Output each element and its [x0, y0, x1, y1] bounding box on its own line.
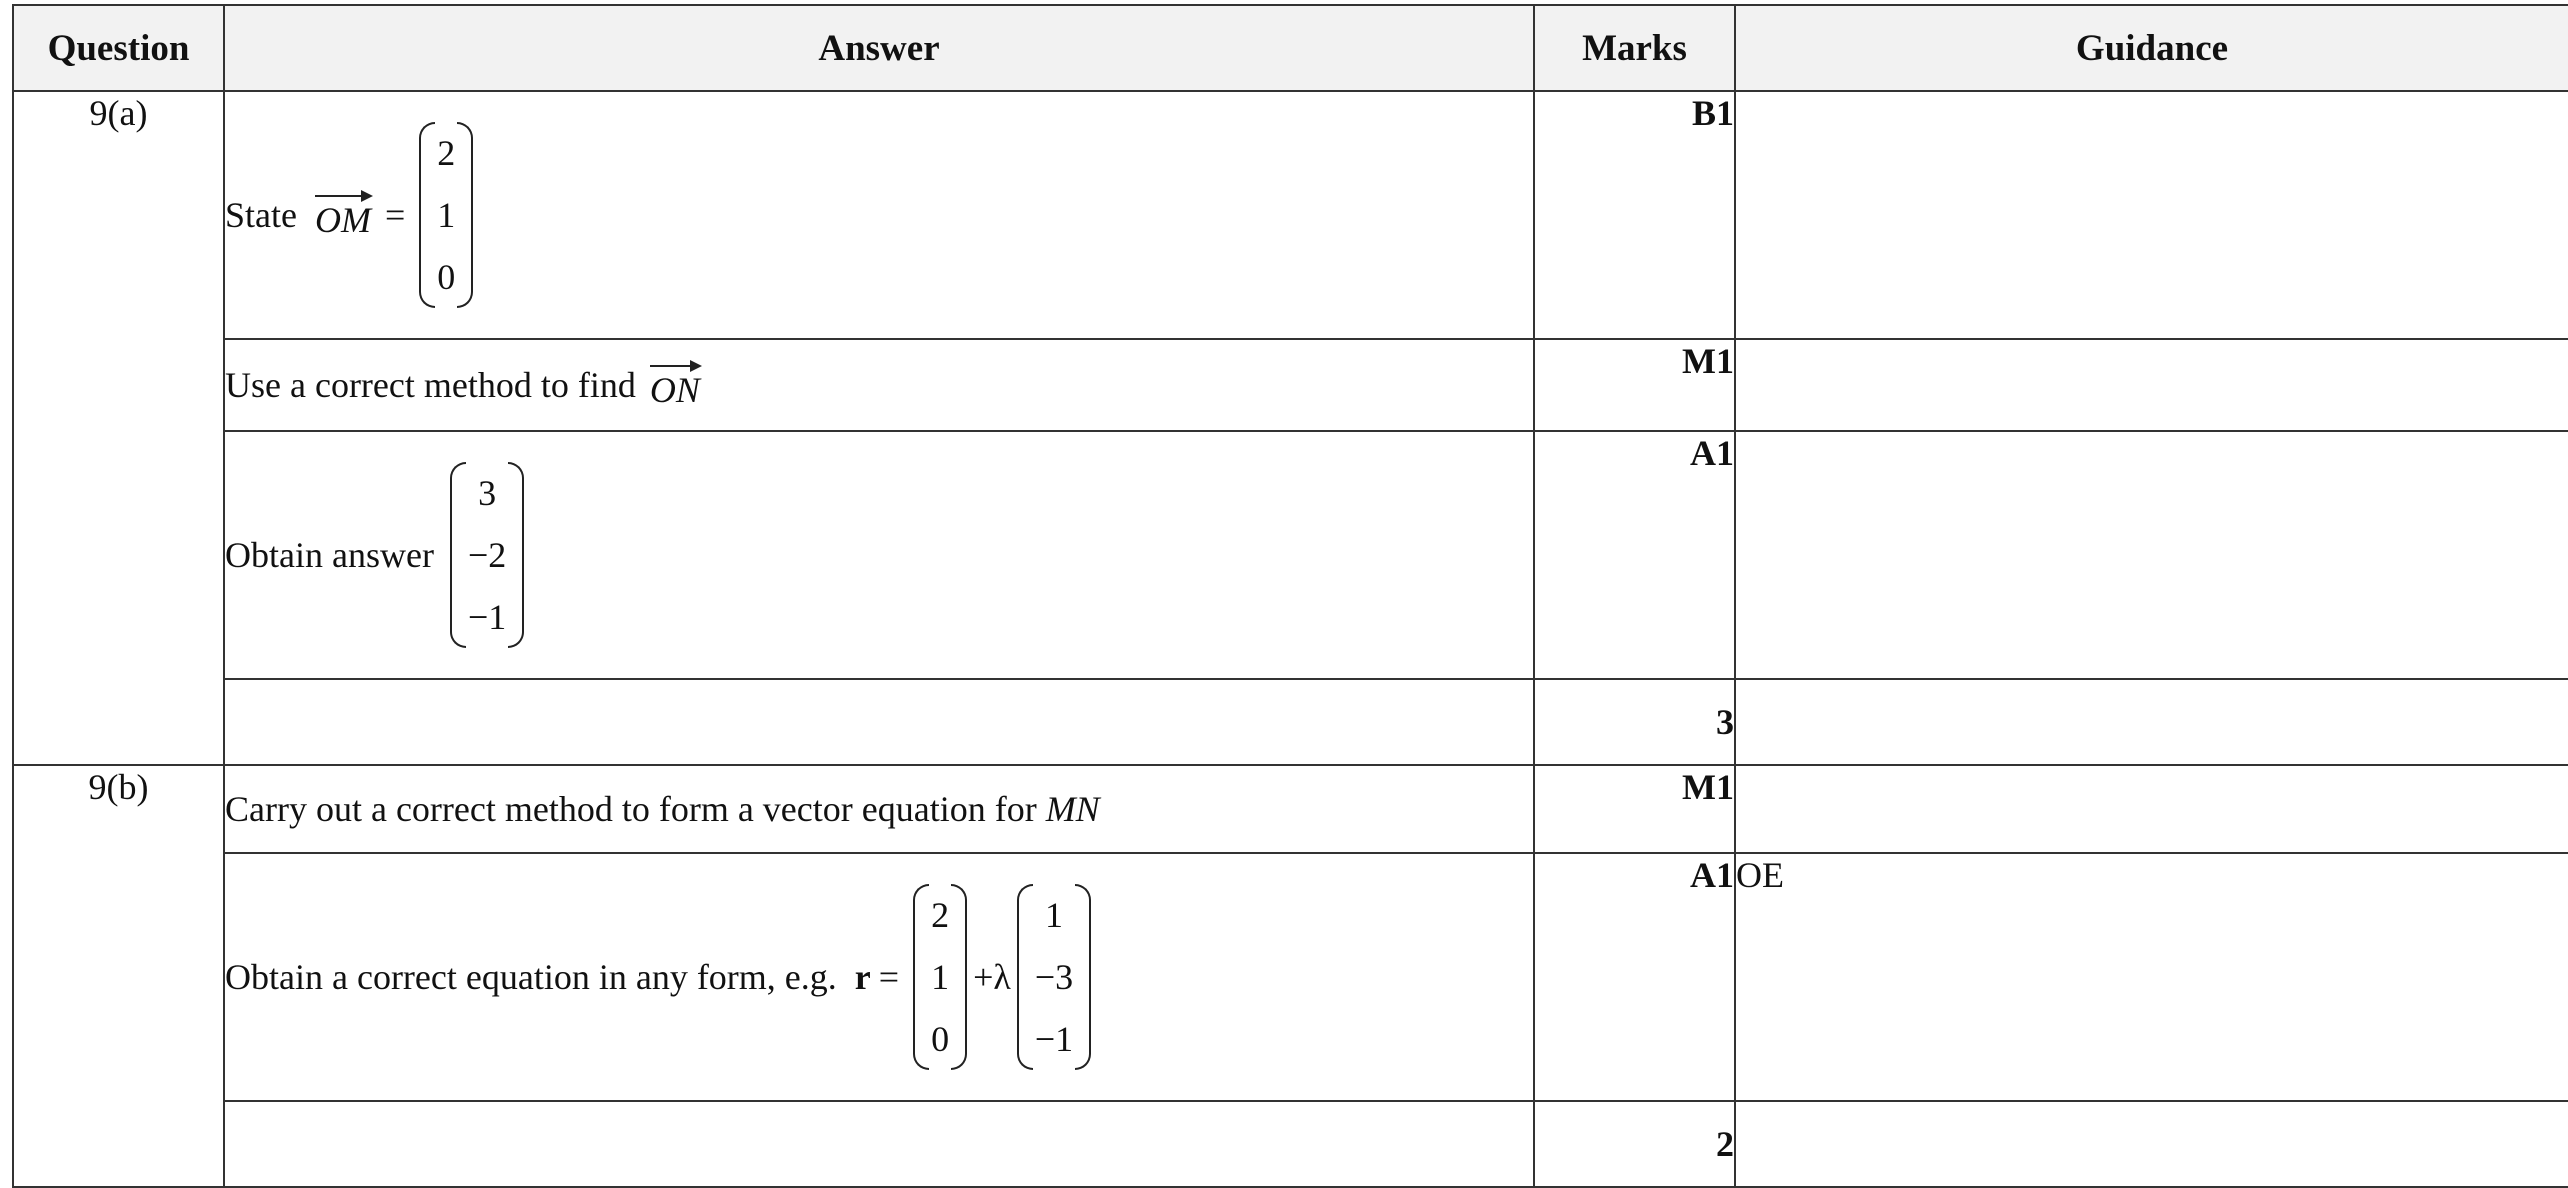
total-marks-9b: 2 [1534, 1101, 1735, 1187]
plus-sign: + [973, 957, 994, 997]
table-row [13, 91, 2568, 339]
table-row [13, 431, 2568, 679]
equals-sign: = [878, 957, 900, 997]
guidance-cell [1735, 1101, 2568, 1187]
table-row [13, 765, 2568, 853]
vector-entry: 1 [437, 195, 456, 235]
vector-entry: 3 [478, 473, 497, 513]
answer-cell [224, 339, 1534, 431]
answer-cell [224, 853, 1534, 1101]
question-label-9b: 9(b) [13, 765, 224, 1187]
question-label-9a: 9(a) [13, 91, 224, 765]
vector-entry: −3 [1034, 957, 1074, 997]
column-vector-direction [1017, 884, 1091, 1070]
mark-m1: M1 [1534, 765, 1735, 853]
vector-entry: −1 [1034, 1019, 1074, 1059]
mark-b1: B1 [1534, 91, 1735, 339]
header-marks: Marks [1534, 5, 1735, 91]
vector-entry: 1 [1045, 895, 1064, 935]
vector-entry: −1 [467, 597, 507, 637]
guidance-cell [1735, 431, 2568, 679]
vector-entry: 1 [931, 957, 950, 997]
answer-prefix: Obtain answer [225, 535, 434, 575]
header-question: Question [13, 5, 224, 91]
vector-entry: −2 [467, 535, 507, 575]
answer-text: Carry out a correct method to form a vector equation for [225, 789, 1037, 829]
column-vector-om [419, 122, 473, 308]
column-vector-on [450, 462, 524, 648]
guidance-cell [1735, 91, 2568, 339]
equals-sign: = [384, 195, 406, 235]
answer-cell [224, 679, 1534, 765]
column-vector-position [913, 884, 967, 1070]
answer-cell [224, 765, 1534, 853]
vector-on: ON [650, 359, 700, 411]
header-guidance: Guidance [1735, 5, 2568, 91]
mark-m1: M1 [1534, 339, 1735, 431]
vector-entry: 0 [931, 1019, 950, 1059]
answer-text: Use a correct method to find [225, 365, 636, 405]
table-row [13, 679, 2568, 765]
vector-r: r [854, 957, 871, 997]
total-marks-9a: 3 [1534, 679, 1735, 765]
variable-mn: MN [1045, 789, 1100, 829]
table-row [13, 1101, 2568, 1187]
guidance-cell [1735, 679, 2568, 765]
answer-cell [224, 1101, 1534, 1187]
vector-entry: 0 [437, 257, 456, 297]
guidance-oe: OE [1735, 853, 2568, 1101]
table-row [13, 853, 2568, 1101]
lambda-symbol: λ [993, 957, 1011, 997]
answer-cell [224, 431, 1534, 679]
guidance-cell [1735, 339, 2568, 431]
mark-a1: A1 [1534, 431, 1735, 679]
answer-prefix: Obtain a correct equation in any form, e.g. [225, 957, 837, 997]
answer-cell [224, 91, 1534, 339]
header-row [13, 5, 2568, 91]
header-answer: Answer [224, 5, 1534, 91]
answer-prefix: State [225, 195, 297, 235]
guidance-cell [1735, 765, 2568, 853]
vector-om: OM [315, 189, 371, 241]
table-row [13, 339, 2568, 431]
vector-entry: 2 [931, 895, 950, 935]
mark-a1: A1 [1534, 853, 1735, 1101]
vector-entry: 2 [437, 133, 456, 173]
mark-scheme-table [12, 4, 2568, 1188]
